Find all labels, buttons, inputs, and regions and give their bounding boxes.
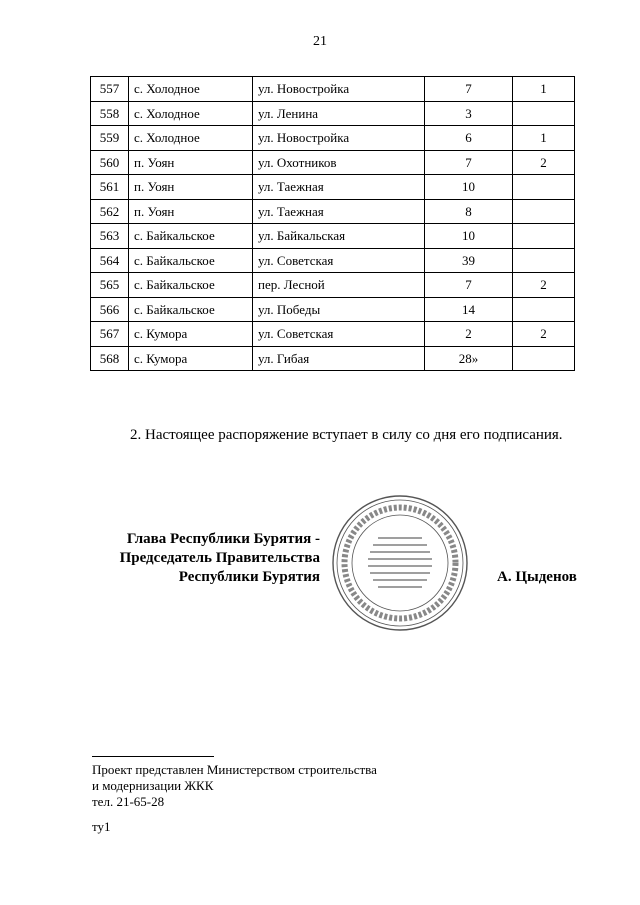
house-number-cell: 3 <box>425 101 513 126</box>
buildings-count-cell: 1 <box>513 126 575 151</box>
buildings-count-cell <box>513 224 575 249</box>
footnote-line: и модернизации ЖКК <box>92 778 214 793</box>
house-number-cell: 14 <box>425 297 513 322</box>
signatory-title-line: Глава Республики Бурятия - <box>126 531 320 547</box>
row-number-cell: 563 <box>91 224 129 249</box>
locality-cell: с. Байкальское <box>129 248 253 273</box>
buildings-count-cell <box>513 297 575 322</box>
footnote-divider <box>92 756 214 757</box>
address-table-body <box>91 77 575 371</box>
table-row <box>91 297 575 322</box>
locality-cell: п. Уоян <box>129 150 253 175</box>
table-row <box>91 346 575 371</box>
locality-cell: с. Байкальское <box>129 297 253 322</box>
signatory-title <box>60 530 320 587</box>
street-cell: ул. Советская <box>253 248 425 273</box>
street-cell: ул. Советская <box>253 322 425 347</box>
house-number-cell: 8 <box>425 199 513 224</box>
buildings-count-cell: 2 <box>513 150 575 175</box>
street-cell: ул. Гибая <box>253 346 425 371</box>
locality-cell: п. Уоян <box>129 175 253 200</box>
street-cell: ул. Новостройка <box>253 77 425 102</box>
house-number-cell: 10 <box>425 175 513 200</box>
signer-name: А. Цыденов <box>497 569 577 585</box>
footnote-line: Проект представлен Министерством строительства <box>92 762 377 777</box>
table-row <box>91 322 575 347</box>
table-row <box>91 248 575 273</box>
house-number-cell: 7 <box>425 273 513 298</box>
table-row <box>91 101 575 126</box>
signatory-title-line: Председатель Правительства <box>119 550 320 566</box>
buildings-count-cell <box>513 346 575 371</box>
table-row <box>91 224 575 249</box>
official-seal <box>330 493 470 633</box>
street-cell: ул. Ленина <box>253 101 425 126</box>
footnote <box>92 762 377 810</box>
row-number-cell: 564 <box>91 248 129 273</box>
buildings-count-cell <box>513 175 575 200</box>
street-cell: ул. Новостройка <box>253 126 425 151</box>
locality-cell: с. Кумора <box>129 322 253 347</box>
street-cell: ул. Таежная <box>253 199 425 224</box>
row-number-cell: 560 <box>91 150 129 175</box>
row-number-cell: 562 <box>91 199 129 224</box>
house-number-cell: 2 <box>425 322 513 347</box>
buildings-count-cell: 2 <box>513 273 575 298</box>
house-number-cell: 10 <box>425 224 513 249</box>
locality-cell: п. Уоян <box>129 199 253 224</box>
table-row <box>91 77 575 102</box>
street-cell: ул. Победы <box>253 297 425 322</box>
table-row <box>91 126 575 151</box>
locality-cell: с. Байкальское <box>129 273 253 298</box>
row-number-cell: 557 <box>91 77 129 102</box>
street-cell: пер. Лесной <box>253 273 425 298</box>
buildings-count-cell <box>513 248 575 273</box>
buildings-count-cell <box>513 199 575 224</box>
row-number-cell: 565 <box>91 273 129 298</box>
row-number-cell: 561 <box>91 175 129 200</box>
house-number-cell: 7 <box>425 150 513 175</box>
locality-cell: с. Холодное <box>129 126 253 151</box>
locality-cell: с. Холодное <box>129 101 253 126</box>
street-cell: ул. Байкальская <box>253 224 425 249</box>
row-number-cell: 558 <box>91 101 129 126</box>
signatory-title-line: Республики Бурятия <box>178 569 320 585</box>
street-cell: ул. Охотников <box>253 150 425 175</box>
house-number-cell: 39 <box>425 248 513 273</box>
house-number-cell: 28» <box>425 346 513 371</box>
clause-text: 2. Настоящее распоряжение вступает в силу со дня его подписания. <box>130 427 563 443</box>
buildings-count-cell <box>513 101 575 126</box>
buildings-count-cell: 1 <box>513 77 575 102</box>
document-code: ту1 <box>92 819 111 834</box>
address-table <box>90 76 575 371</box>
buildings-count-cell: 2 <box>513 322 575 347</box>
locality-cell: с. Байкальское <box>129 224 253 249</box>
house-number-cell: 6 <box>425 126 513 151</box>
page-number: 21 <box>313 34 327 49</box>
table-row <box>91 273 575 298</box>
footnote-line: тел. 21-65-28 <box>92 794 165 809</box>
table-row <box>91 150 575 175</box>
row-number-cell: 566 <box>91 297 129 322</box>
locality-cell: с. Холодное <box>129 77 253 102</box>
table-row <box>91 199 575 224</box>
locality-cell: с. Кумора <box>129 346 253 371</box>
row-number-cell: 559 <box>91 126 129 151</box>
row-number-cell: 568 <box>91 346 129 371</box>
house-number-cell: 7 <box>425 77 513 102</box>
row-number-cell: 567 <box>91 322 129 347</box>
table-row <box>91 175 575 200</box>
street-cell: ул. Таежная <box>253 175 425 200</box>
